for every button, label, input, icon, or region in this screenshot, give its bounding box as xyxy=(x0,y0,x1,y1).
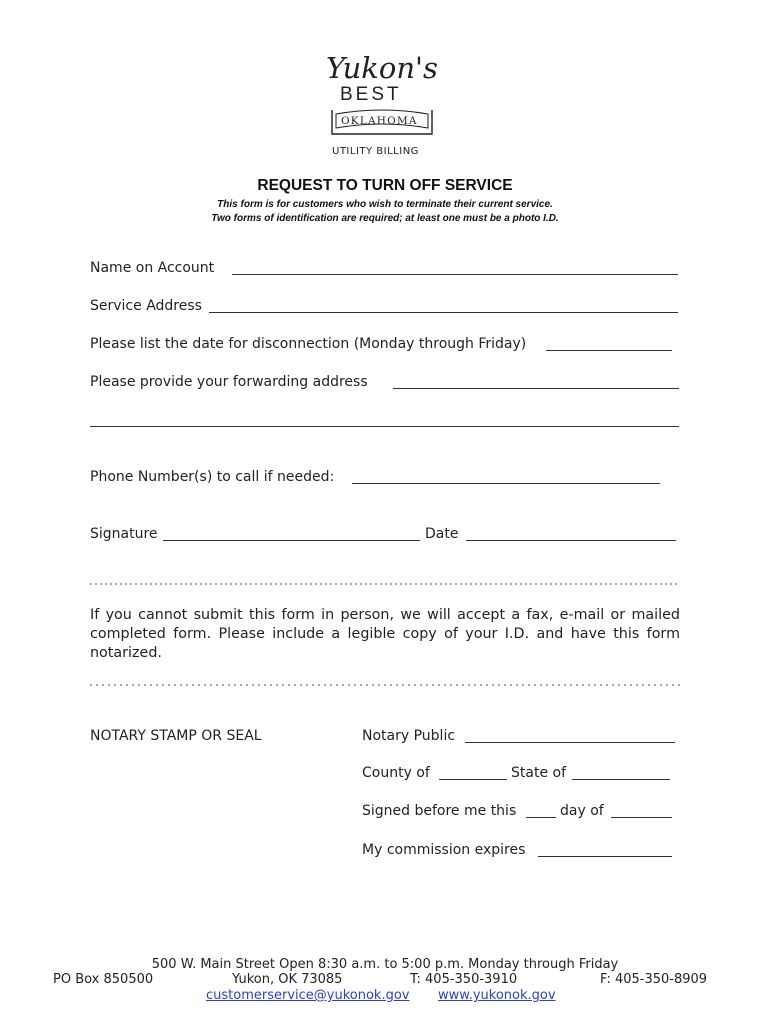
signed-day-field[interactable] xyxy=(526,817,556,818)
footer-email-link[interactable]: customerservice@yukonok.gov xyxy=(206,988,410,1003)
forwarding-address-field-line2[interactable] xyxy=(90,426,679,427)
county-field[interactable] xyxy=(439,779,507,780)
notary-stamp-label: NOTARY STAMP OR SEAL xyxy=(90,728,262,744)
commission-expires-field[interactable] xyxy=(538,856,672,857)
signature-date-label: Date xyxy=(425,526,459,542)
logo-script-text: Yukon's xyxy=(326,51,438,85)
state-field[interactable] xyxy=(572,779,670,780)
footer-phone: T: 405-350-3910 xyxy=(410,972,518,987)
forwarding-address-field[interactable] xyxy=(393,388,679,389)
name-on-account-label: Name on Account xyxy=(90,260,215,276)
footer-website-link[interactable]: www.yukonok.gov xyxy=(438,988,556,1003)
footer-city: Yukon, OK 73085 xyxy=(232,972,343,987)
logo-graphic xyxy=(320,44,444,160)
signature-date-field[interactable] xyxy=(466,540,676,541)
footer-po-box: PO Box 850500 xyxy=(53,972,154,987)
footer-address-hours: 500 W. Main Street Open 8:30 a.m. to 5:00 p.m. Monday through Friday xyxy=(151,957,619,972)
forwarding-address-label: Please provide your forwarding address xyxy=(90,374,368,390)
notary-public-field[interactable] xyxy=(465,742,675,743)
day-of-label: day of xyxy=(560,803,604,819)
dotted-divider xyxy=(90,580,680,588)
state-label: State of xyxy=(511,765,567,781)
disconnection-date-label: Please list the date for disconnection (Monday through Friday) xyxy=(90,336,527,352)
notary-public-label: Notary Public xyxy=(362,728,456,744)
county-label: County of xyxy=(362,765,430,781)
logo-best-text: BEST xyxy=(340,84,402,105)
disconnection-date-field[interactable] xyxy=(546,350,672,351)
form-subtitle-line1: This form is for customers who wish to terminate their current service. xyxy=(217,199,553,210)
mail-submission-notice: If you cannot submit this form in person, we will accept a fax, e-mail or mailed completed form. Please include a legible copy of your I.D. and have this form notarized. xyxy=(90,607,680,661)
signature-label: Signature xyxy=(90,526,158,542)
phone-number-label: Phone Number(s) to call if needed: xyxy=(90,469,335,485)
footer-fax: F: 405-350-8909 xyxy=(600,972,708,987)
logo-state-text: OKLAHOMA xyxy=(341,115,418,127)
name-on-account-field[interactable] xyxy=(232,274,678,275)
signature-field[interactable] xyxy=(163,540,420,541)
phone-number-field[interactable] xyxy=(352,483,660,484)
form-title: REQUEST TO TURN OFF SERVICE xyxy=(257,177,513,194)
dotted-divider-2 xyxy=(90,681,682,689)
yukons-best-logo xyxy=(320,44,444,160)
service-address-label: Service Address xyxy=(90,298,202,314)
logo-department-text: UTILITY BILLING xyxy=(332,146,419,157)
form-subtitle-line2: Two forms of identification are required; at least one must be a photo I.D. xyxy=(211,213,559,224)
commission-expires-label: My commission expires xyxy=(362,842,526,858)
signed-month-field[interactable] xyxy=(611,817,672,818)
service-address-field[interactable] xyxy=(209,312,678,313)
signed-before-label: Signed before me this xyxy=(362,803,517,819)
